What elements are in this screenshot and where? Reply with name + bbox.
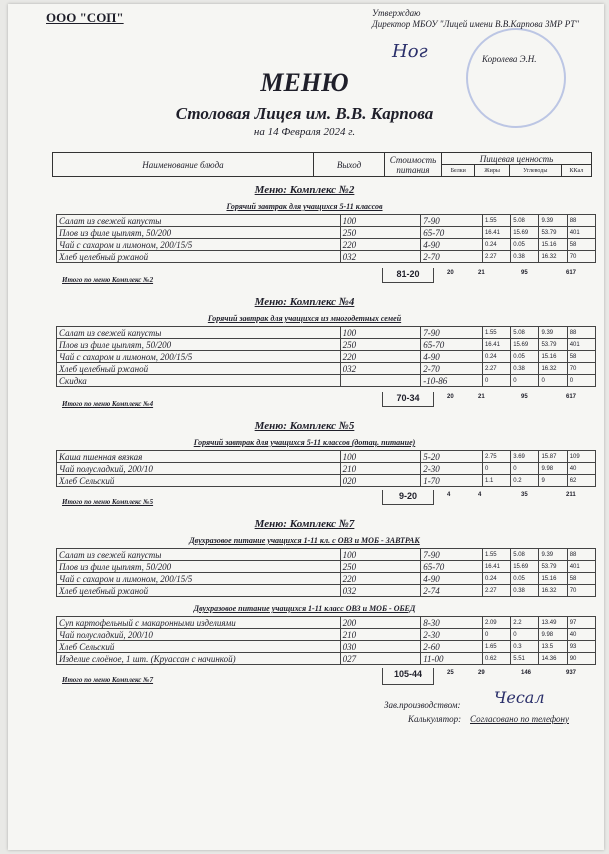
dish-name: Плов из филе цыплят, 50/200 xyxy=(57,339,341,351)
section-title: Меню: Комплекс №2 xyxy=(254,184,355,196)
dish-carbs: 15.87 xyxy=(539,451,567,463)
section-table-lunch xyxy=(56,616,596,665)
producer-label: Зав.производством: xyxy=(384,700,461,710)
dish-carbs: 9.98 xyxy=(539,463,567,475)
section-subtitle-lunch: Двухразовое питание учащихся 1-11 класс ОВЗ и МОБ - ОБЕД xyxy=(193,604,416,613)
total-fats: 21 xyxy=(478,270,485,276)
header-cost: Стоимость питания xyxy=(385,153,442,177)
dish-price: 2-60 xyxy=(421,641,483,653)
organization-name: ООО "СОП" xyxy=(46,10,124,25)
dish-carbs: 9.98 xyxy=(539,629,567,641)
section-title: Меню: Комплекс №7 xyxy=(254,518,355,530)
dish-fats: 15.69 xyxy=(511,227,539,239)
header-carbs: Углеводы xyxy=(509,165,561,177)
dish-fats: 0 xyxy=(511,463,539,475)
dish-carbs: 14.36 xyxy=(539,653,567,665)
section-table xyxy=(56,214,596,263)
dish-price: 4-90 xyxy=(421,573,483,585)
section-subtitle: Горячий завтрак для учащихся из многодетных семей xyxy=(207,314,402,323)
table-row xyxy=(57,475,596,487)
table-row xyxy=(57,339,596,351)
dish-kcal: 90 xyxy=(567,653,595,665)
total-proteins: 20 xyxy=(447,270,454,276)
dish-proteins: 1.55 xyxy=(482,327,510,339)
dish-kcal: 40 xyxy=(567,463,595,475)
dish-price: 11-00 xyxy=(421,653,483,665)
dish-yield xyxy=(340,375,421,387)
dish-name: Чай полусладкий, 200/10 xyxy=(57,629,341,641)
producer-signature: Чесал xyxy=(494,688,545,707)
dish-proteins: 0.24 xyxy=(482,573,510,585)
dish-name: Хлеб целебный ржаной xyxy=(57,363,341,375)
dish-proteins: 16.41 xyxy=(482,561,510,573)
dish-fats: 0.2 xyxy=(511,475,539,487)
dish-kcal: 58 xyxy=(567,351,595,363)
section-total-sum: 70-34 xyxy=(382,392,434,407)
dish-kcal: 109 xyxy=(567,451,595,463)
total-fats: 29 xyxy=(478,670,485,676)
dish-carbs: 0 xyxy=(539,375,567,387)
dish-proteins: 0.24 xyxy=(482,239,510,251)
approval-line1: Утверждаю xyxy=(372,8,421,18)
dish-name: Чай с сахаром и лимоном, 200/15/5 xyxy=(57,573,341,585)
section-table xyxy=(56,548,596,597)
dish-yield: 250 xyxy=(340,561,421,573)
table-row xyxy=(57,375,596,387)
dish-yield: 210 xyxy=(340,629,421,641)
table-row xyxy=(57,617,596,629)
table-row xyxy=(57,351,596,363)
dish-name: Изделие слоёное, 1 шт. (Круассан с начинкой) xyxy=(57,653,341,665)
dish-fats: 5.08 xyxy=(511,549,539,561)
dish-yield: 100 xyxy=(340,327,421,339)
table-row xyxy=(57,641,596,653)
table-row xyxy=(57,363,596,375)
dish-proteins: 0 xyxy=(482,375,510,387)
section-table xyxy=(56,450,596,487)
dish-yield: 100 xyxy=(340,549,421,561)
approval-block xyxy=(372,8,594,64)
dish-kcal: 401 xyxy=(567,227,595,239)
total-proteins: 25 xyxy=(447,670,454,676)
table-header xyxy=(52,152,592,177)
table-row xyxy=(57,653,596,665)
dish-fats: 0.38 xyxy=(511,251,539,263)
dish-carbs: 16.32 xyxy=(539,363,567,375)
table-row xyxy=(57,215,596,227)
table-row xyxy=(57,629,596,641)
dish-kcal: 97 xyxy=(567,617,595,629)
dish-carbs: 13.49 xyxy=(539,617,567,629)
table-row xyxy=(57,251,596,263)
dish-kcal: 70 xyxy=(567,585,595,597)
dish-proteins: 2.09 xyxy=(482,617,510,629)
dish-price: 5-20 xyxy=(421,451,483,463)
dish-name: Салат из свежей капусты xyxy=(57,327,341,339)
dish-price: 2-30 xyxy=(421,629,483,641)
dish-yield: 030 xyxy=(340,641,421,653)
total-kcal: 211 xyxy=(566,492,576,498)
dish-proteins: 2.75 xyxy=(482,451,510,463)
dish-name: Салат из свежей капусты xyxy=(57,549,341,561)
dish-name: Чай с сахаром и лимоном, 200/15/5 xyxy=(57,351,341,363)
dish-carbs: 53.79 xyxy=(539,561,567,573)
dish-fats: 0 xyxy=(511,629,539,641)
total-proteins: 20 xyxy=(447,394,454,400)
dish-price: 2-70 xyxy=(421,251,483,263)
total-fats: 4 xyxy=(478,492,482,498)
dish-proteins: 0.24 xyxy=(482,351,510,363)
dish-carbs: 53.79 xyxy=(539,227,567,239)
page-subtitle: Столовая Лицея им. В.В. Карпова xyxy=(175,104,434,123)
dish-fats: 0.05 xyxy=(511,239,539,251)
dish-yield: 220 xyxy=(340,573,421,585)
total-fats: 21 xyxy=(478,394,485,400)
dish-yield: 100 xyxy=(340,215,421,227)
section-subtitle: Двухразовое питание учащихся 1-11 кл. с ОВЗ и МОБ - ЗАВТРАК xyxy=(189,536,420,545)
section-total-label: Итого по меню Комплекс №5 xyxy=(62,498,154,506)
section-total-sum: 105-44 xyxy=(382,668,434,685)
dish-carbs: 9.39 xyxy=(539,327,567,339)
dish-carbs: 15.16 xyxy=(539,239,567,251)
dish-price: 2-74 xyxy=(421,585,483,597)
director-name: Королева Э.Н. xyxy=(482,54,537,64)
dish-yield: 210 xyxy=(340,463,421,475)
total-proteins: 4 xyxy=(447,492,451,498)
dish-name: Салат из свежей капусты xyxy=(57,215,341,227)
dish-name: Чай полусладкий, 200/10 xyxy=(57,463,341,475)
dish-proteins: 1.1 xyxy=(482,475,510,487)
dish-fats: 3.69 xyxy=(511,451,539,463)
section-table xyxy=(56,326,596,387)
dish-fats: 0.38 xyxy=(511,363,539,375)
approval-line2: Директор МБОУ "Лицей имени В.В.Карпова ЗМР РТ" xyxy=(372,19,579,29)
dish-price: 4-90 xyxy=(421,351,483,363)
dish-fats: 0 xyxy=(511,375,539,387)
dish-proteins: 0 xyxy=(482,463,510,475)
dish-kcal: 88 xyxy=(567,215,595,227)
dish-yield: 032 xyxy=(340,363,421,375)
table-row xyxy=(57,227,596,239)
dish-yield: 220 xyxy=(340,351,421,363)
dish-price: 4-90 xyxy=(421,239,483,251)
section-total-label: Итого по меню Комплекс №4 xyxy=(62,400,154,408)
dish-proteins: 16.41 xyxy=(482,339,510,351)
dish-carbs: 9.39 xyxy=(539,549,567,561)
section-title: Меню: Комплекс №5 xyxy=(254,420,355,432)
section-total-label: Итого по меню Комплекс №2 xyxy=(62,276,154,284)
total-kcal: 617 xyxy=(566,270,577,276)
total-carbs: 95 xyxy=(521,270,528,276)
dish-carbs: 15.16 xyxy=(539,351,567,363)
dish-kcal: 70 xyxy=(567,363,595,375)
dish-kcal: 88 xyxy=(567,549,595,561)
dish-proteins: 1.55 xyxy=(482,549,510,561)
page-title: МЕНЮ xyxy=(260,68,349,97)
dish-name: Плов из филе цыплят, 50/200 xyxy=(57,561,341,573)
header-proteins: Белки xyxy=(442,165,475,177)
dish-kcal: 93 xyxy=(567,641,595,653)
dish-price: 8-30 xyxy=(421,617,483,629)
dish-carbs: 16.32 xyxy=(539,251,567,263)
table-row xyxy=(57,573,596,585)
dish-name: Плов из филе цыплят, 50/200 xyxy=(57,227,341,239)
header-dish: Наименование блюда xyxy=(53,153,314,177)
dish-fats: 0.3 xyxy=(511,641,539,653)
calculator-value: Согласовано по телефону xyxy=(470,714,569,724)
section-total-sum: 81-20 xyxy=(382,268,434,283)
dish-proteins: 1.55 xyxy=(482,215,510,227)
dish-yield: 027 xyxy=(340,653,421,665)
dish-fats: 5.08 xyxy=(511,327,539,339)
dish-proteins: 16.41 xyxy=(482,227,510,239)
dish-kcal: 0 xyxy=(567,375,595,387)
total-kcal: 617 xyxy=(566,394,577,400)
dish-yield: 220 xyxy=(340,239,421,251)
dish-name: Хлеб Сельский xyxy=(57,475,341,487)
dish-fats: 2.2 xyxy=(511,617,539,629)
total-carbs: 35 xyxy=(521,492,528,498)
dish-fats: 15.69 xyxy=(511,561,539,573)
director-signature: Ног xyxy=(392,41,428,62)
dish-price: 7-90 xyxy=(421,215,483,227)
dish-name: Хлеб целебный ржаной xyxy=(57,251,341,263)
dish-kcal: 58 xyxy=(567,573,595,585)
header-kcal: ККал xyxy=(561,165,591,177)
dish-name: Чай с сахаром и лимоном, 200/15/5 xyxy=(57,239,341,251)
dish-proteins: 2.27 xyxy=(482,585,510,597)
dish-kcal: 88 xyxy=(567,327,595,339)
dish-carbs: 16.32 xyxy=(539,585,567,597)
header-fats: Жиры xyxy=(475,165,509,177)
section-title: Меню: Комплекс №4 xyxy=(254,296,355,308)
dish-carbs: 13.5 xyxy=(539,641,567,653)
header-nutrition: Пищевая ценность xyxy=(442,153,592,165)
dish-yield: 250 xyxy=(340,227,421,239)
dish-yield: 020 xyxy=(340,475,421,487)
dish-yield: 032 xyxy=(340,251,421,263)
dish-yield: 250 xyxy=(340,339,421,351)
dish-proteins: 2.27 xyxy=(482,251,510,263)
dish-fats: 5.08 xyxy=(511,215,539,227)
calculator-label: Калькулятор: xyxy=(408,714,462,724)
dish-price: -10-86 xyxy=(421,375,483,387)
table-row xyxy=(57,585,596,597)
dish-proteins: 0.62 xyxy=(482,653,510,665)
dish-carbs: 9.39 xyxy=(539,215,567,227)
dish-kcal: 401 xyxy=(567,339,595,351)
dish-proteins: 1.65 xyxy=(482,641,510,653)
menu-date: на 14 Февраля 2024 г. xyxy=(253,126,356,138)
dish-proteins: 0 xyxy=(482,629,510,641)
dish-carbs: 53.79 xyxy=(539,339,567,351)
dish-kcal: 58 xyxy=(567,239,595,251)
dish-yield: 032 xyxy=(340,585,421,597)
dish-fats: 5.51 xyxy=(511,653,539,665)
total-kcal: 937 xyxy=(566,670,577,676)
section-total-label: Итого по меню Комплекс №7 xyxy=(62,676,154,684)
dish-kcal: 40 xyxy=(567,629,595,641)
dish-price: 2-30 xyxy=(421,463,483,475)
table-row xyxy=(57,463,596,475)
dish-kcal: 401 xyxy=(567,561,595,573)
dish-price: 65-70 xyxy=(421,227,483,239)
dish-yield: 100 xyxy=(340,451,421,463)
section-total-sum: 9-20 xyxy=(382,490,434,505)
table-row xyxy=(57,561,596,573)
dish-name: Каша пшенная вязкая xyxy=(57,451,341,463)
dish-fats: 15.69 xyxy=(511,339,539,351)
dish-fats: 0.05 xyxy=(511,573,539,585)
dish-price: 65-70 xyxy=(421,561,483,573)
total-carbs: 146 xyxy=(521,670,532,676)
table-row xyxy=(57,549,596,561)
dish-kcal: 70 xyxy=(567,251,595,263)
dish-kcal: 62 xyxy=(567,475,595,487)
dish-name: Суп картофельный с макаронными изделиями xyxy=(57,617,341,629)
dish-name: Хлеб целебный ржаной xyxy=(57,585,341,597)
section-subtitle: Горячий завтрак для учащихся 5-11 классов xyxy=(226,202,383,211)
dish-price: 7-90 xyxy=(421,549,483,561)
dish-name: Хлеб Сельский xyxy=(57,641,341,653)
dish-carbs: 9 xyxy=(539,475,567,487)
dish-price: 2-70 xyxy=(421,363,483,375)
header-yield: Выход xyxy=(314,153,385,177)
dish-yield: 200 xyxy=(340,617,421,629)
dish-name: Скидка xyxy=(57,375,341,387)
dish-price: 7-90 xyxy=(421,327,483,339)
section-subtitle: Горячий завтрак для учащихся 5-11 классов (дотац. питание) xyxy=(193,438,416,447)
dish-price: 1-70 xyxy=(421,475,483,487)
table-row xyxy=(57,327,596,339)
dish-price: 65-70 xyxy=(421,339,483,351)
total-carbs: 95 xyxy=(521,394,528,400)
table-row xyxy=(57,239,596,251)
dish-proteins: 2.27 xyxy=(482,363,510,375)
dish-fats: 0.38 xyxy=(511,585,539,597)
dish-fats: 0.05 xyxy=(511,351,539,363)
dish-carbs: 15.16 xyxy=(539,573,567,585)
table-row xyxy=(57,451,596,463)
